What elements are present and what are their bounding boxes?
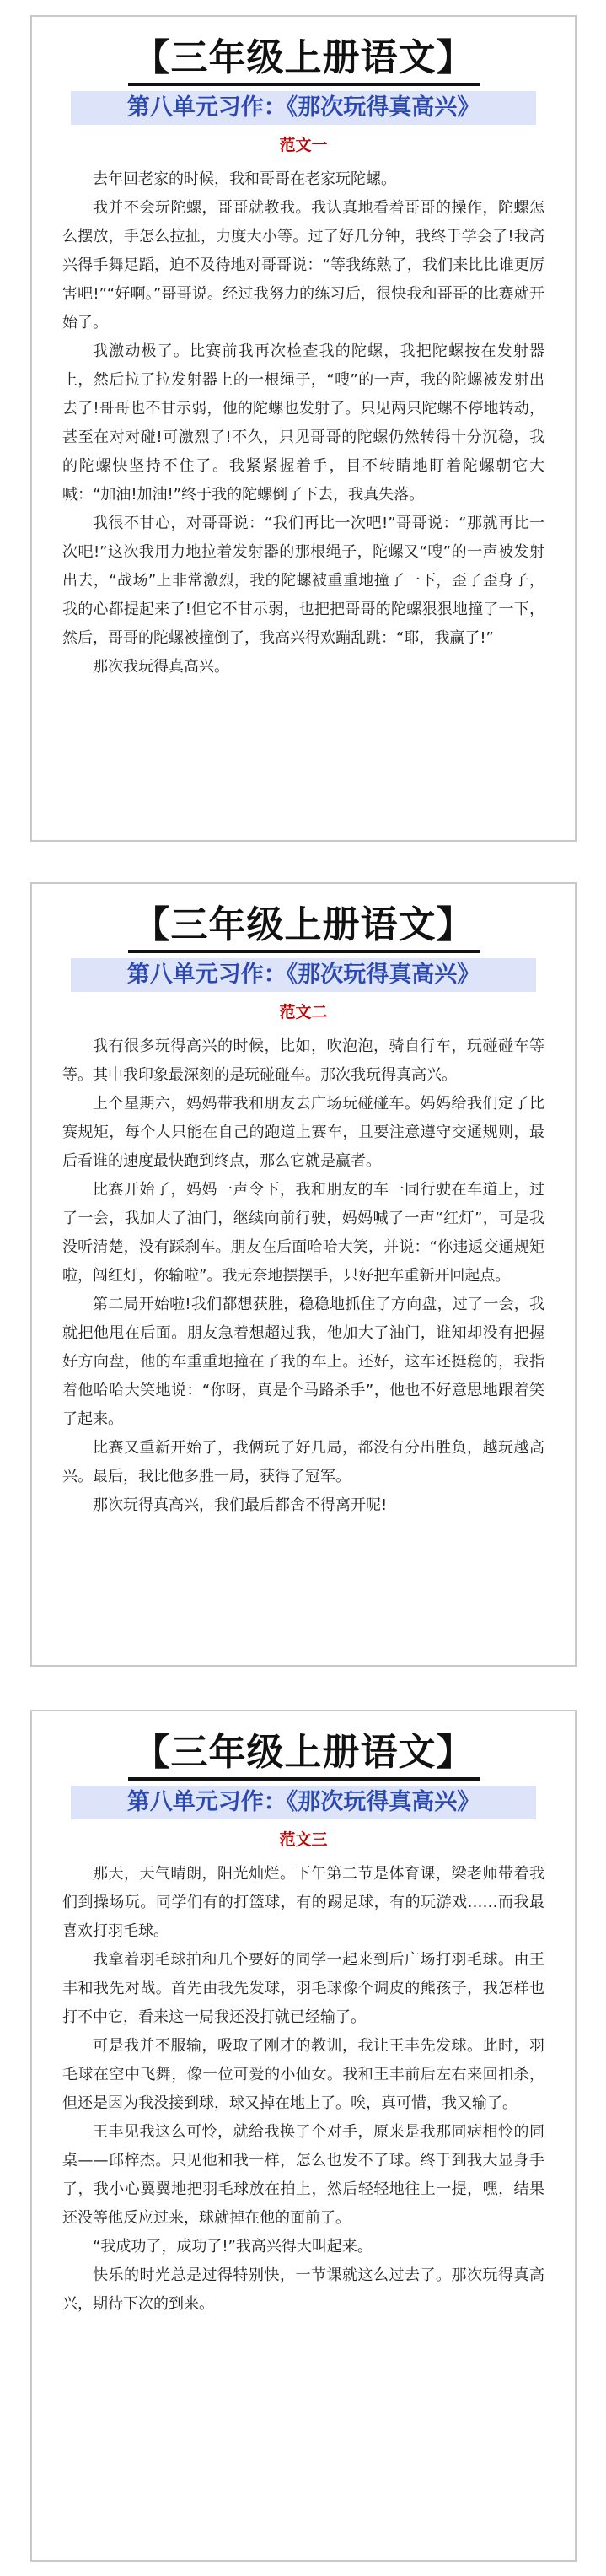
essay-paragraph: 我有很多玩得高兴的时候，比如，吹泡泡，骑自行车，玩碰碰车等等。其中我印象最深刻的是玩碰碰车。那次我玩得真高兴。	[62, 1037, 544, 1084]
essay-paragraph: 上个星期六，妈妈带我和朋友去广场玩碰碰车。妈妈给我们定了比赛规矩，每个人只能在自己的跑道上赛车，且要注意遵守交通规则，最后看谁的速度最快跑到终点，那么它就是赢者。	[62, 1095, 544, 1170]
card-title: 【三年级上册语文】	[128, 35, 480, 86]
essay-paragraph: 我激动极了。比赛前我再次检查我的陀螺，我把陀螺按在发射器上，然后拉了拉发射器上的一根绳子，“嗖”的一声，我的陀螺被发射出去了!哥哥也不甘示弱，他的陀螺也发射了。只见两只陀螺不停地转动，甚至在对对碰!可激烈了!不久，只见哥哥的陀螺仍然转得十分沉稳，我的陀螺快坚持不住了。我紧紧握着手，目不转睛地盯着陀螺朝它大喊：“加油!加油!”终于我的陀螺倒了下去，我真失落。	[62, 342, 544, 504]
essay-body	[62, 1032, 544, 1520]
essay-body	[62, 165, 544, 682]
essay-card-3	[30, 1710, 577, 2562]
essay-body	[62, 1860, 544, 2319]
essay-paragraph: 我很不甘心，对哥哥说：“我们再比一次吧!”哥哥说：“那就再比一次吧!”这次我用力地拉着发射器的那根绳子，陀螺又“嗖”的一声被发射出去，“战场”上非常激烈，我的陀螺被重重地撞了一下，歪了歪身子，我的心都提起来了!但它不甘示弱，也把把哥哥的陀螺狠狠地撞了一下，然后，哥哥的陀螺被撞倒了，我高兴得欢蹦乱跳：“耶，我赢了!”	[62, 515, 544, 647]
sample-label: 范文一	[279, 136, 328, 154]
essay-card-1	[30, 15, 577, 842]
essay-paragraph: 比赛又重新开始了，我俩玩了好几局，都没有分出胜负，越玩越高兴。最后，我比他多胜一局，获得了冠军。	[62, 1439, 544, 1485]
essay-paragraph: 那次玩得真高兴，我们最后都舍不得离开呢!	[93, 1496, 388, 1514]
essay-paragraph: 我拿着羽毛球拍和几个要好的同学一起来到后广场打羽毛球。由王丰和我先对战。首先由我先发球，羽毛球像个调皮的熊孩子，我怎样也打不中它，看来这一局我还没打就已经输了。	[62, 1951, 544, 2026]
card-subtitle: 第八单元习作：《那次玩得真高兴》	[71, 91, 536, 125]
essay-paragraph: 快乐的时光总是过得特别快，一节课就这么过去了。那次玩得真高兴，期待下次的到来。	[62, 2266, 544, 2313]
essay-paragraph: 可是我并不服输，吸取了刚才的教训，我让王丰先发球。此时，羽毛球在空中飞舞，像一位可爱的小仙女。我和王丰前后左右来回扣杀，但还是因为我没接到球，球又掉在地上了。唉，真可惜，我又输了。	[62, 2037, 544, 2112]
essay-paragraph: 那天，天气晴朗，阳光灿烂。下午第二节是体育课，梁老师带着我们到操场玩。同学们有的打篮球，有的踢足球，有的玩游戏……而我最喜欢打羽毛球。	[62, 1865, 544, 1940]
essay-paragraph: 去年回老家的时候，我和哥哥在老家玩陀螺。	[93, 170, 396, 188]
card-title: 【三年级上册语文】	[128, 903, 480, 953]
essay-paragraph: 王丰见我这么可怜，就给我换了个对手，原来是我那同病相怜的同桌——邱梓杰。只见他和我一样，怎么也发不了球。终于到我大显身手了，我小心翼翼地把羽毛球放在拍上，然后轻轻地往上一提，嘿，结果还没等他反应过来，球就掉在他的面前了。	[62, 2123, 544, 2227]
essay-paragraph: 比赛开始了，妈妈一声令下，我和朋友的车一同行驶在车道上，过了一会，我加大了油门，继续向前行驶，妈妈喊了一声“红灯”，可是我没听清楚，没有踩刹车。朋友在后面哈哈大笑，并说：“你违返交通规矩啦，闯红灯，你输啦”。我无奈地摆摆手，只好把车重新开回起点。	[62, 1181, 544, 1285]
card-subtitle: 第八单元习作：《那次玩得真高兴》	[71, 958, 536, 992]
essay-paragraph: 那次我玩得真高兴。	[93, 658, 229, 676]
essay-paragraph: 第二局开始啦!我们都想获胜，稳稳地抓住了方向盘，过了一会，我就把他甩在后面。朋友急着想超过我，他加大了油门，谁知却没有把握好方向盘，他的车重重地撞在了我的车上。还好，这车还挺稳的，我指着他哈哈大笑地说：“你呀，真是个马路杀手”，他也不好意思地跟着笑了起来。	[62, 1296, 544, 1428]
sample-label: 范文二	[279, 1003, 328, 1021]
essay-card-2	[30, 882, 577, 1667]
card-subtitle: 第八单元习作：《那次玩得真高兴》	[71, 1786, 536, 1819]
essay-paragraph: 我并不会玩陀螺，哥哥就教我。我认真地看着哥哥的操作，陀螺怎么摆放，手怎么拉扯，力度大小等。过了好几分钟，我终于学会了!我高兴得手舞足蹈，迫不及待地对哥哥说：“等我练熟了，我们来比比谁更厉害吧!”“好啊。”哥哥说。经过我努力的练习后，很快我和哥哥的比赛就开始了。	[62, 199, 544, 331]
essay-paragraph: “我成功了，成功了!”我高兴得大叫起来。	[93, 2238, 373, 2255]
sample-label: 范文三	[279, 1830, 328, 1849]
card-title: 【三年级上册语文】	[128, 1730, 480, 1781]
